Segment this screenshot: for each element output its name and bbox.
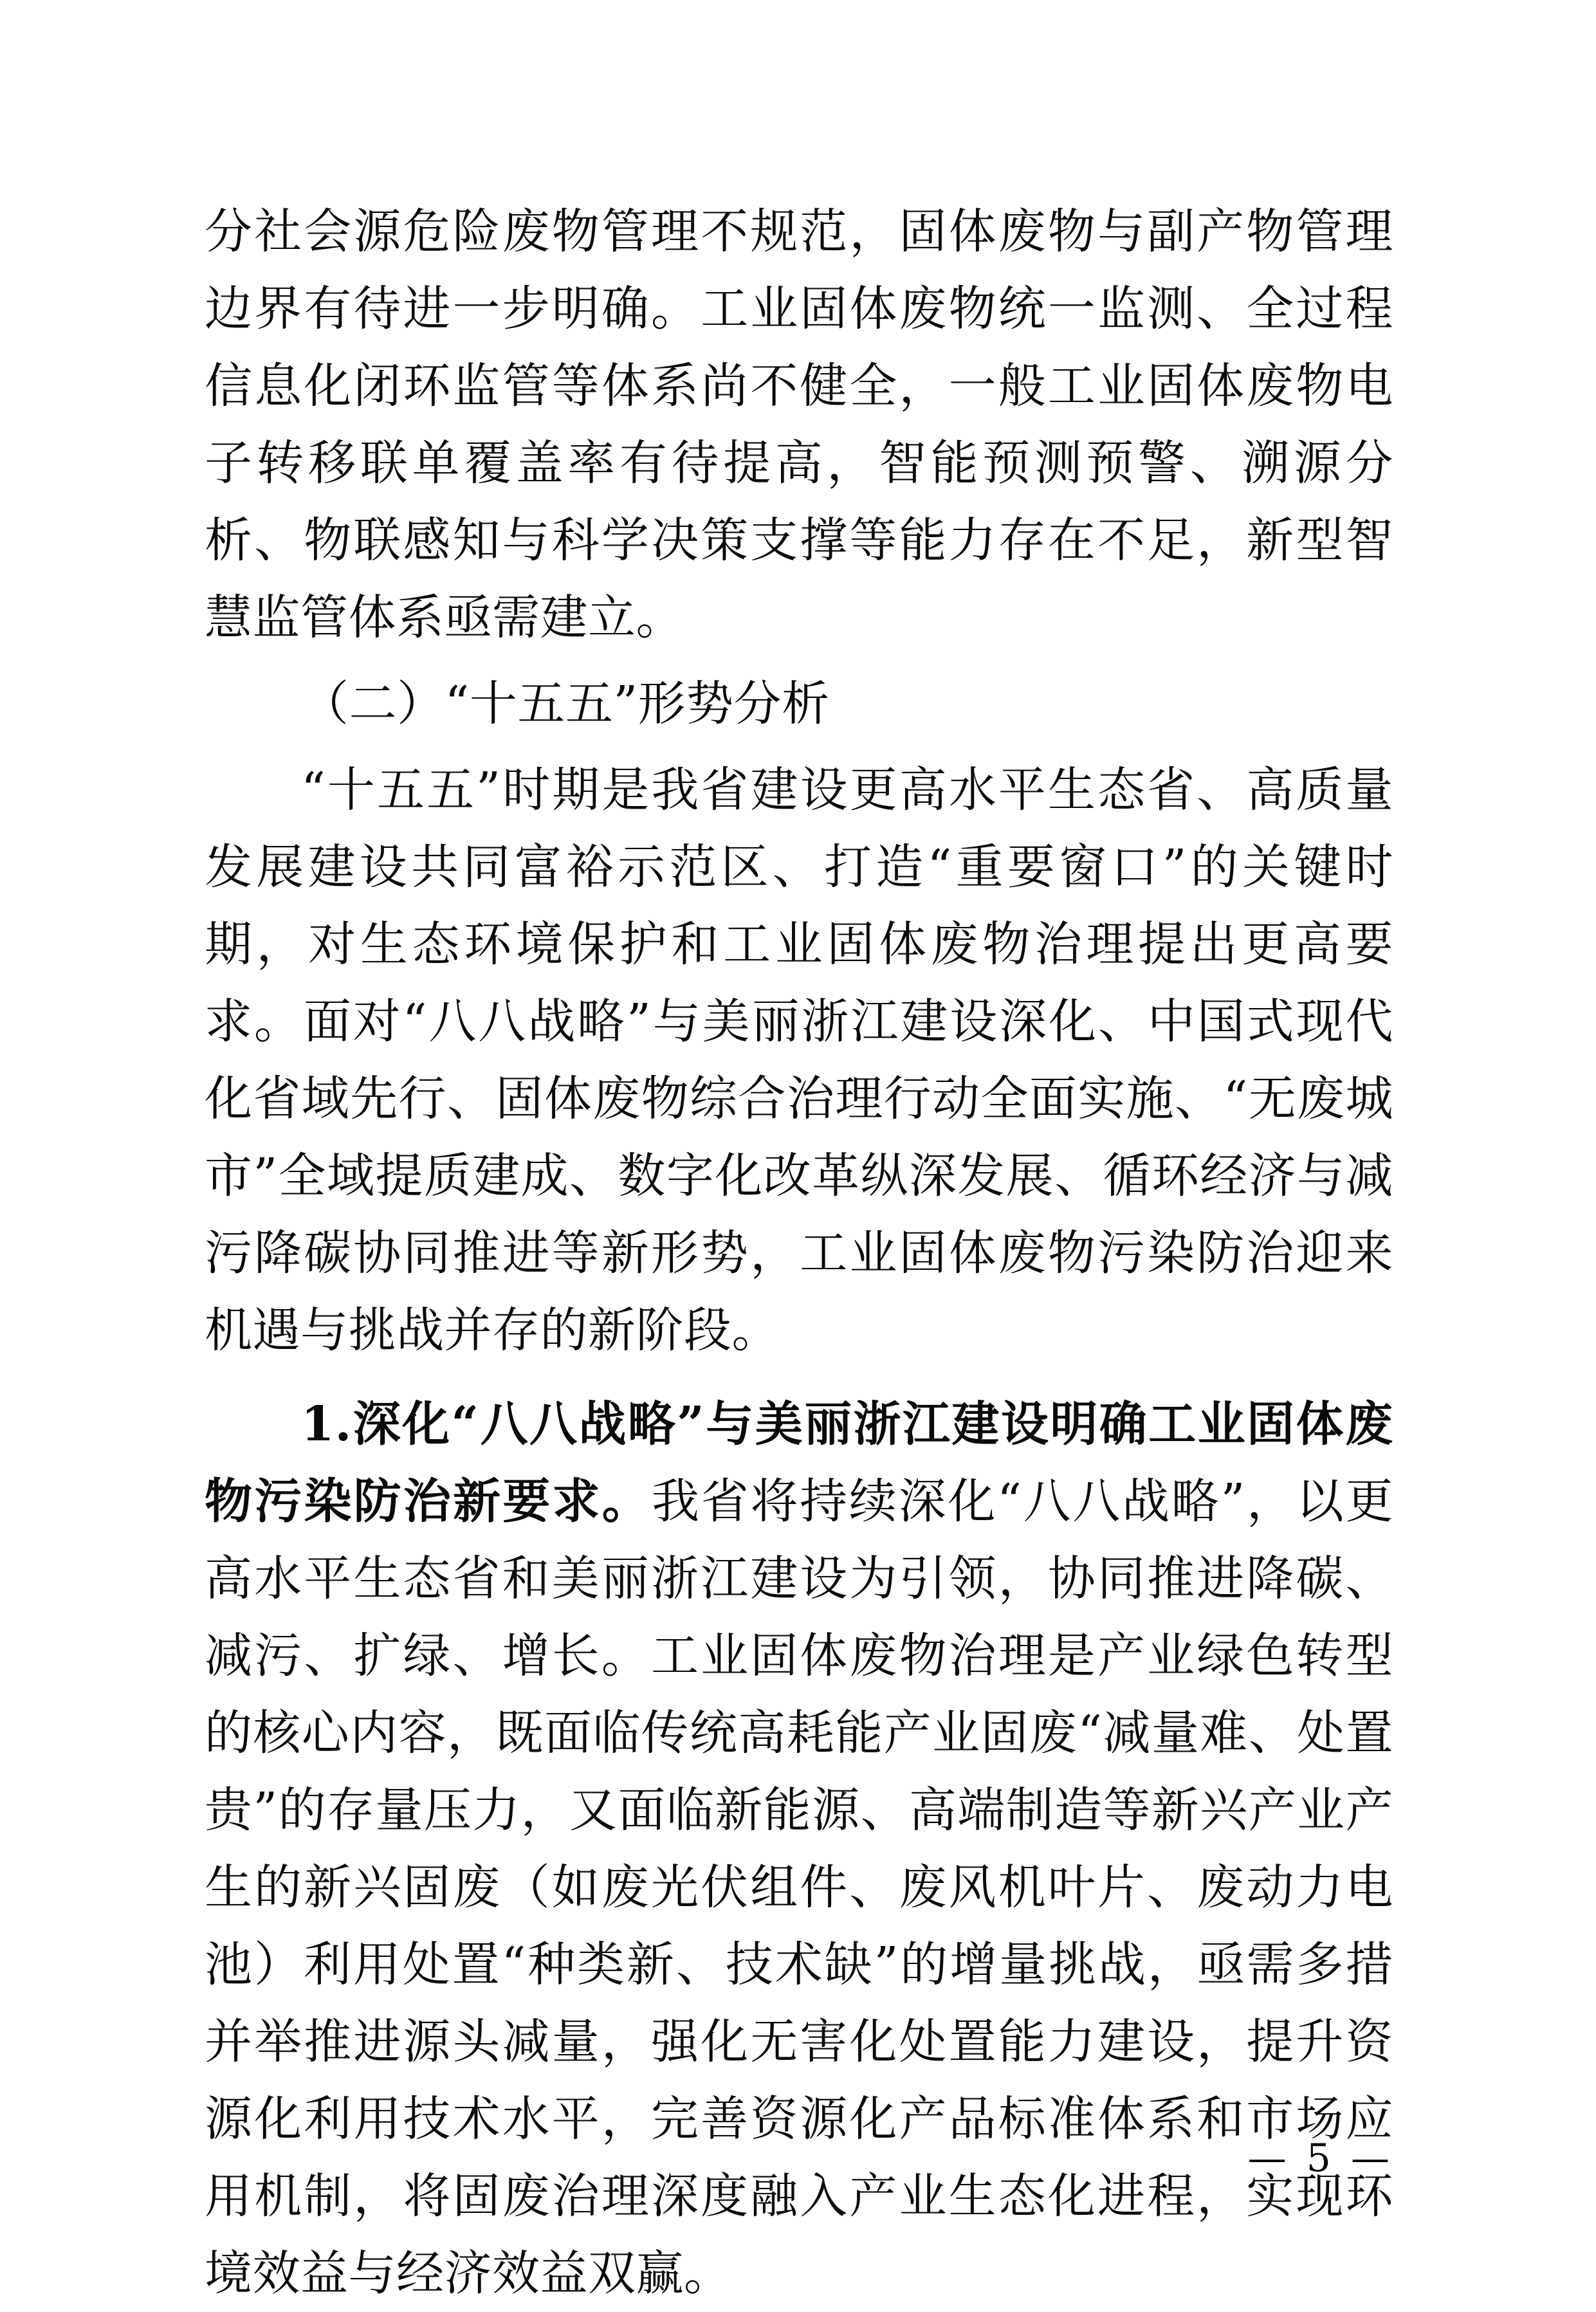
page-number: — 5 —: [1247, 2136, 1393, 2181]
section-heading-er: （二）“十五五”形势分析: [301, 676, 830, 731]
paragraph-gap: [205, 1369, 1393, 1386]
item-1-body: 我省将持续深化“八八战略”，以更高水平生态省和美丽浙江建设为引领，协同推进降碳、减污、扩绿、增长。工业固体废物治理是产业绿色转型的核心内容，既面临传统高耗能产业固废“减量难、处置贵”的存量压力，又面临新能源、高端制造等新兴产业产生的新兴固废（如废光伏组件、废风机叶片、废动力电池）利用处置“种类新、技术缺”的增量挑战，亟需多措并举推进源头减量，强化无害化处置能力建设，提升资源化利用技术水平，完善资源化产品标准体系和市场应用机制，将固废治理深度融入产业生态化进程，实现环境效益与经济效益双赢。: [205, 1474, 1393, 2301]
paragraph-gap: [205, 656, 1393, 665]
item-1-bold-lead: 1.深化“八八战略”与美丽浙江建设明确工业固体废物污染防治新要求。: [205, 1397, 1393, 1529]
page-footer: [0, 2089, 1596, 2257]
paragraph-situation-analysis: “十五五”时期是我省建设更高水平生态省、高质量发展建设共同富裕示范区、打造“重要窗口”的关键时期，对生态环境保护和工业固体废物治理提出更高要求。面对“八八战略”与美丽浙江建设深化、中国式现代化省域先行、固体废物综合治理行动全面实施、“无废城市”全域提质建成、数字化改革纵深发展、循环经济与减污降碳协同推进等新形势，工业固体废物污染防治迎来机遇与挑战并存的新阶段。: [205, 762, 1393, 1358]
paragraph-gap: [205, 742, 1393, 751]
document-body: [205, 193, 1393, 2312]
paragraph-continued: 分社会源危险废物管理不规范，固体废物与副产物管理边界有待进一步明确。工业固体废物统一监测、全过程信息化闭环监管等体系尚不健全，一般工业固体废物电子转移联单覆盖率有待提高，智能预测预警、溯源分析、物联感知与科学决策支撑等能力存在不足，新型智慧监管体系亟需建立。: [205, 204, 1393, 645]
